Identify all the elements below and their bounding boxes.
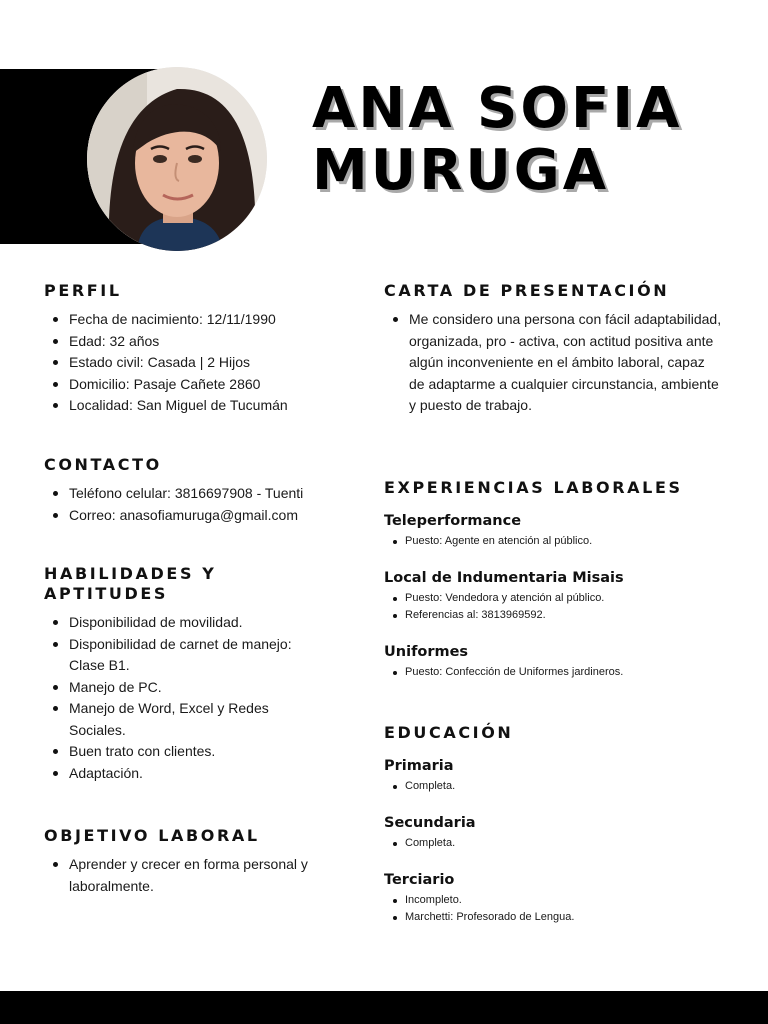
footer-black-bar <box>0 991 768 1024</box>
profile-photo-illustration <box>87 67 267 251</box>
job-entry <box>384 569 724 624</box>
habilidades-list <box>44 612 319 784</box>
perfil-item-birthdate: Fecha de nacimiento: 12/11/1990 <box>44 309 344 331</box>
perfil-item-address: Domicilio: Pasaje Cañete 2860 <box>44 374 344 396</box>
habilidades-item-mobility: Disponibilidad de movilidad. <box>44 612 319 634</box>
habilidades-section <box>44 564 319 784</box>
education-details <box>384 892 724 926</box>
experiencias-title: EXPERIENCIAS LABORALES <box>384 478 683 497</box>
educacion-section <box>384 723 724 926</box>
education-details <box>384 835 724 852</box>
carta-title: CARTA DE PRESENTACIÓN <box>384 281 670 300</box>
education-details <box>384 778 724 795</box>
objetivo-title: OBJETIVO LABORAL <box>44 826 260 845</box>
habilidades-item-license: Disponibilidad de carnet de manejo: Clase B1. <box>44 634 319 677</box>
habilidades-item-clients: Buen trato con clientes. <box>44 741 319 763</box>
education-detail: Completa. <box>384 778 724 795</box>
job-details <box>384 533 724 550</box>
perfil-list <box>44 309 344 417</box>
carta-section <box>384 281 724 417</box>
education-entry <box>384 757 724 795</box>
job-detail: Referencias al: 3813969592. <box>384 607 724 624</box>
perfil-item-locality: Localidad: San Miguel de Tucumán <box>44 395 344 417</box>
perfil-title: PERFIL <box>44 281 122 300</box>
job-title: Teleperformance <box>384 513 522 529</box>
perfil-section <box>44 281 344 417</box>
contacto-item-phone: Teléfono celular: 3816697908 - Tuenti <box>44 483 344 505</box>
experiencias-section <box>384 478 724 681</box>
habilidades-title-line-2: APTITUDES <box>44 584 169 603</box>
contacto-section <box>44 455 344 526</box>
perfil-item-age: Edad: 32 años <box>44 331 344 353</box>
candidate-name <box>312 78 682 202</box>
education-detail: Marchetti: Profesorado de Lengua. <box>384 909 724 926</box>
job-details <box>384 664 724 681</box>
education-detail: Completa. <box>384 835 724 852</box>
job-entry <box>384 643 724 681</box>
habilidades-item-adaptation: Adaptación. <box>44 763 319 785</box>
carta-item: Me considero una persona con fácil adaptabilidad, organizada, pro - activa, con actitud positiva ante algún inconveniente en el ámbito laboral, capaz de adaptarme a cualquier circunstancia, ambiente y puesto de trabajo. <box>384 309 724 417</box>
job-title: Local de Indumentaria Misais <box>384 570 624 586</box>
profile-photo <box>87 67 267 251</box>
education-entry <box>384 871 724 926</box>
contacto-item-email: Correo: anasofiamuruga@gmail.com <box>44 505 344 527</box>
job-detail: Puesto: Confección de Uniformes jardineros. <box>384 664 724 681</box>
educacion-title: EDUCACIÓN <box>384 723 514 742</box>
contacto-title: CONTACTO <box>44 455 162 474</box>
habilidades-title-line-1: HABILIDADES Y <box>44 564 217 583</box>
carta-list <box>384 309 724 417</box>
contacto-list <box>44 483 344 526</box>
objetivo-list <box>44 854 324 897</box>
objetivo-item: Aprender y crecer en forma personal y laboralmente. <box>44 854 324 897</box>
job-detail: Puesto: Agente en atención al público. <box>384 533 724 550</box>
job-detail: Puesto: Vendedora y atención al público. <box>384 590 724 607</box>
job-title: Uniformes <box>384 644 469 660</box>
education-level: Terciario <box>384 872 455 888</box>
job-entry <box>384 512 724 550</box>
perfil-item-civil-status: Estado civil: Casada | 2 Hijos <box>44 352 344 374</box>
job-details <box>384 590 724 624</box>
name-line-1: ANA SOFIA <box>312 76 683 141</box>
objetivo-section <box>44 826 324 897</box>
habilidades-item-pc: Manejo de PC. <box>44 677 319 699</box>
education-level: Primaria <box>384 758 454 774</box>
habilidades-item-office: Manejo de Word, Excel y Redes Sociales. <box>44 698 319 741</box>
education-entry <box>384 814 724 852</box>
name-line-2: MURUGA <box>312 138 610 203</box>
education-detail: Incompleto. <box>384 892 724 909</box>
education-level: Secundaria <box>384 815 476 831</box>
